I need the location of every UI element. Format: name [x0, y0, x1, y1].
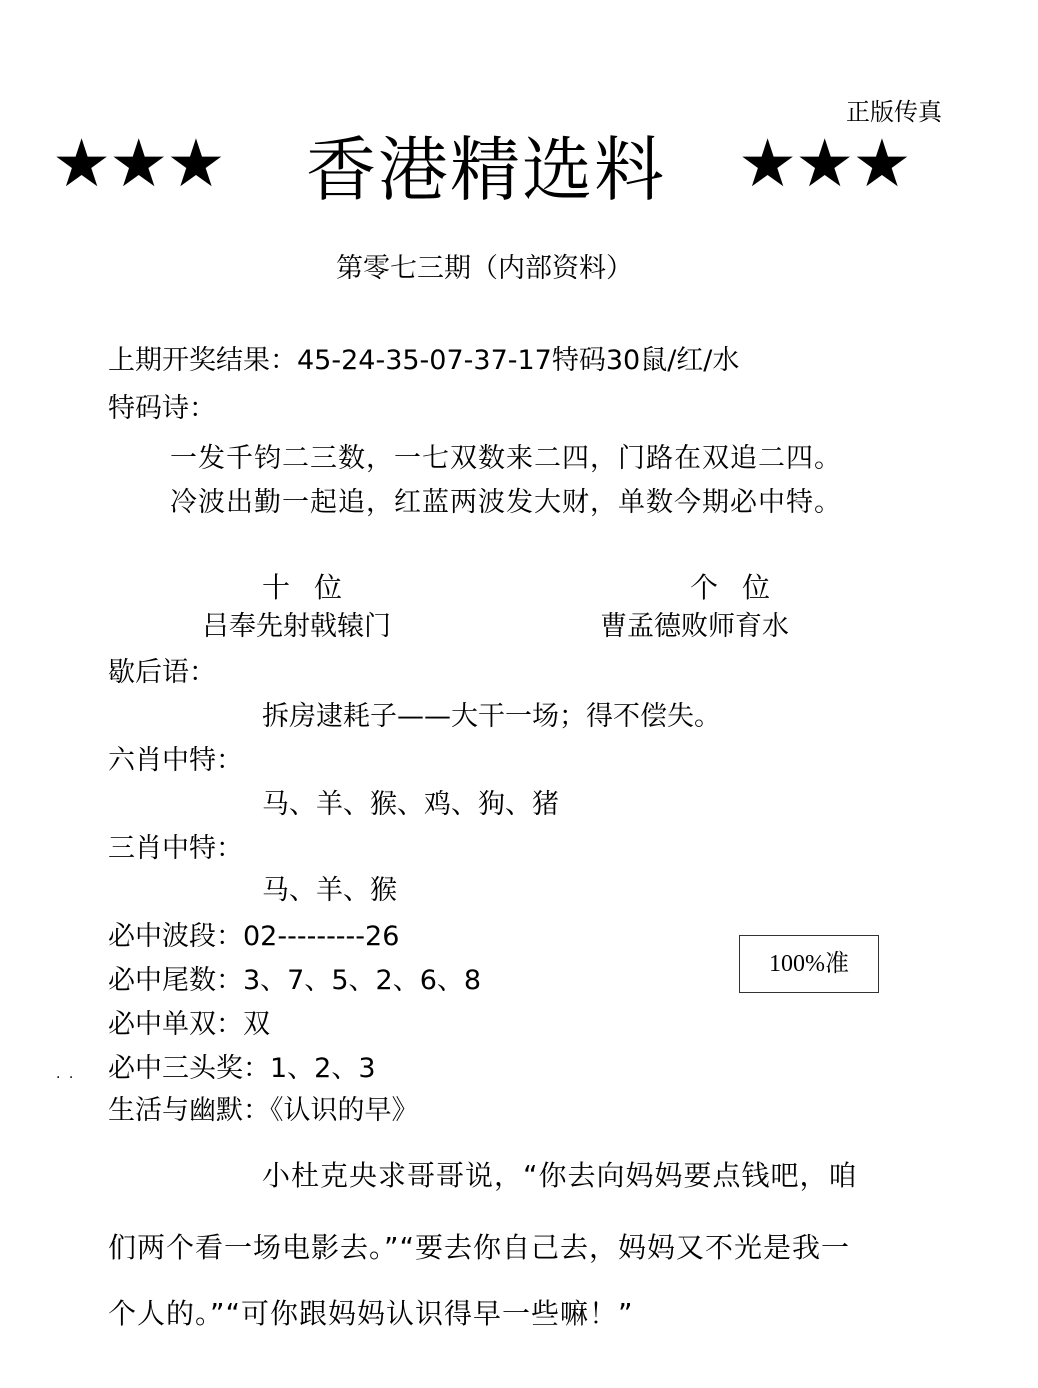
xiehouyu-label: 歇后语：: [108, 657, 216, 688]
odd-even-line: 必中单双：双: [108, 1009, 270, 1040]
humor-title: 生活与幽默：《认识的早》: [108, 1095, 419, 1126]
stars-right-icon: ★★★: [738, 125, 910, 202]
story-line-3: 个人的。”“可你跟妈妈认识得早一些嘛！”: [108, 1297, 634, 1330]
stars-left-icon: ★★★: [52, 125, 224, 202]
ones-heading: 个位: [690, 571, 795, 604]
story-line-1: 小杜克央求哥哥说，“你去向妈妈要点钱吧，咱: [262, 1159, 858, 1192]
poem-line-2: 冷波出勤一起追，红蓝两波发大财，单数今期必中特。: [170, 487, 842, 518]
three-zodiac-text: 马、羊、猴: [262, 875, 397, 906]
issue-subtitle: 第零七三期（内部资料）: [336, 253, 633, 284]
poem-label: 特码诗：: [108, 393, 216, 424]
xiehouyu-text: 拆房逮耗子——大干一场；得不偿失。: [262, 701, 721, 732]
story-line-2: 们两个看一场电影去。”“要去你自己去，妈妈又不光是我一: [108, 1231, 851, 1264]
three-zodiac-label: 三肖中特：: [108, 833, 243, 864]
wave-line: 必中波段：02---------26: [108, 921, 400, 952]
poem-line-1: 一发千钧二三数，一七双数来二四，门路在双追二四。: [170, 443, 842, 474]
tail-line: 必中尾数：3、7、5、2、6、8: [108, 965, 482, 996]
last-result: 上期开奖结果：45-24-35-07-37-17特码30鼠/红/水: [108, 345, 740, 376]
genuine-fax-label: 正版传真: [846, 98, 942, 126]
title-row: [0, 124, 1038, 224]
three-head-line: 必中三头奖：1、2、3: [108, 1053, 376, 1084]
tens-heading: 十位: [262, 571, 367, 604]
six-zodiac-label: 六肖中特：: [108, 745, 243, 776]
stray-dots: · ·: [56, 1070, 76, 1086]
tens-value: 吕奉先射戟辕门: [202, 611, 391, 642]
page-title: 香港精选料: [306, 129, 666, 211]
accuracy-badge: 100%准: [739, 935, 879, 993]
ones-value: 曹孟德败师育水: [600, 611, 789, 642]
six-zodiac-text: 马、羊、猴、鸡、狗、猪: [262, 789, 559, 820]
